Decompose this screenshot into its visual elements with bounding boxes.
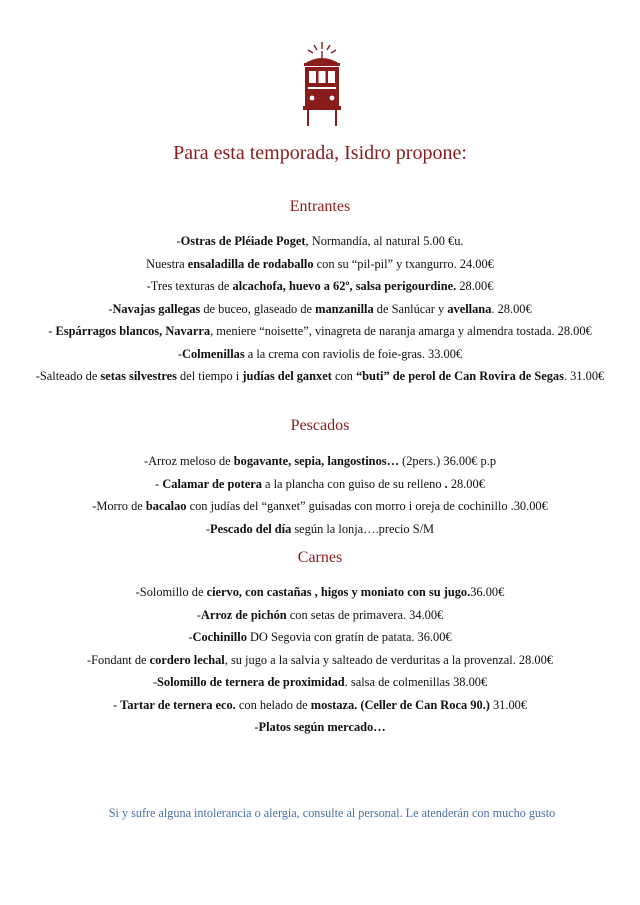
dish-highlight: . (444, 476, 448, 491)
dish-highlight: Ostras de Pléiade Poget (180, 234, 306, 248)
dish-highlight: ensaladilla de rodaballo (187, 256, 314, 271)
dish-text: - (48, 324, 56, 338)
menu-item (0, 607, 640, 623)
dish-text: 28.00€ (456, 279, 494, 293)
dish-text: de Sanlúcar y (373, 301, 448, 316)
dish-text: (2pers.) 36.00€ p.p (399, 454, 497, 468)
dish-highlight: Tartar de ternera eco. (120, 697, 236, 712)
dish-highlight: Platos según mercado… (258, 720, 386, 734)
dish-text: con helado de (235, 697, 311, 712)
dish-text: a la crema con raviolis de foie-gras. 33.00€ (244, 346, 463, 361)
dish-text: -Morro de (92, 499, 146, 513)
menu-item (0, 278, 640, 294)
dish-text: 31.00€ (489, 697, 528, 712)
dish-highlight: Colmenillas (182, 346, 245, 361)
dish-highlight: alcachofa, huevo a 62º, salsa perigourdine. (232, 279, 457, 293)
dish-text: - (176, 234, 181, 248)
dish-text: 36.00€ (470, 585, 505, 599)
dish-highlight: Cochinillo (192, 630, 247, 644)
menu-item (0, 697, 640, 713)
dish-highlight: bacalao (145, 499, 187, 513)
page-title: Para esta temporada, Isidro propone: (173, 142, 467, 164)
dish-text: según la lonja….precio S/M (291, 521, 435, 536)
dish-highlight: “buti” de perol de Can Rovira de Segas (355, 369, 564, 383)
dish-text: con setas de primavera. 34.00€ (286, 607, 444, 622)
dish-text: -Salteado de (35, 369, 101, 383)
section-heading-pescados: Pescados (290, 417, 350, 434)
dish-highlight: mostaza. (310, 697, 358, 712)
dish-text: del tiempo i (176, 369, 243, 383)
menu-item (0, 368, 640, 384)
dish-text: , Normandía, al natural 5.00 €u. (305, 234, 464, 248)
menu-item (0, 301, 640, 317)
dish-text: de buceo, glaseado de (200, 301, 316, 316)
dish-highlight: manzanilla (315, 301, 374, 316)
dish-highlight: Navajas gallegas (112, 301, 201, 316)
dish-text: . salsa de colmenillas 38.00€ (344, 675, 488, 689)
dish-text: , meniere “noisette”, vinagreta de naranja amarga y almendra tostada. 28.00€ (210, 324, 592, 338)
dish-text: . 31.00€ (563, 369, 605, 383)
section-heading-entrantes: Entrantes (289, 198, 351, 215)
menu-item (0, 323, 640, 339)
menu-item (0, 719, 640, 735)
dish-highlight: bogavante, sepia, langostinos… (233, 454, 399, 468)
menu-item (0, 498, 640, 514)
dish-text: - (152, 675, 157, 689)
section-heading-carnes: Carnes (297, 549, 343, 566)
menu-item (0, 584, 640, 600)
dish-text: con judías del “ganxet” guisadas con morro i oreja de cochinillo .30.00€ (186, 499, 548, 513)
dish-highlight: (Celler de Can Roca 90.) (360, 697, 490, 712)
tram-icon (298, 40, 346, 130)
menu-item (0, 629, 640, 645)
dish-text: DO Segovia con gratín de patata. 36.00€ (246, 630, 452, 644)
dish-highlight: Calamar de potera (162, 476, 262, 491)
dish-text: -Solomillo de (135, 585, 207, 599)
dish-text: - (177, 346, 183, 361)
dish-text: , su jugo a la salvia y salteado de verduritas a la provenzal. 28.00€ (224, 652, 553, 667)
menu-item (0, 652, 640, 668)
menu-item (0, 256, 640, 272)
dish-highlight: setas silvestres (100, 369, 177, 383)
menu-item (0, 346, 640, 362)
dish-text: Nuestra (146, 256, 188, 271)
dish-text: 28.00€ (447, 476, 485, 491)
menu-item (0, 233, 640, 249)
dish-highlight: Pescado del día (210, 521, 292, 536)
dish-text: - (108, 301, 113, 316)
dish-text: - (254, 720, 259, 734)
dish-text: -Fondant de (86, 652, 150, 667)
dish-text: - (196, 607, 201, 622)
dish-text: - (188, 630, 193, 644)
dish-text: -Arroz meloso de (143, 454, 234, 468)
dish-highlight: ciervo, con castañas , higos y moniato con su jugo. (206, 585, 471, 599)
dish-text: - (205, 521, 211, 536)
menu-item (0, 521, 640, 537)
dish-highlight: cordero lechal (149, 652, 225, 667)
dish-highlight: Arroz de pichón (200, 607, 287, 622)
dish-text: a la plancha con guiso de su relleno (261, 476, 445, 491)
dish-text: - (155, 476, 163, 491)
dish-text: con su “pil-pil” y txangurro. 24.00€ (313, 256, 494, 271)
dish-highlight: judías del ganxet (242, 369, 332, 383)
allergy-notice: Si y sufre alguna intolerancia o alergia, consulte al personal. Le atenderán con mucho gusto (108, 806, 556, 820)
dish-text: - (112, 697, 121, 712)
dish-highlight: avellana (447, 301, 492, 316)
dish-text: con (331, 369, 356, 383)
menu-item (0, 453, 640, 469)
dish-highlight: Espárragos blancos, Navarra (55, 324, 211, 338)
dish-highlight: Solomillo de ternera de proximidad (156, 675, 345, 689)
menu-item (0, 476, 640, 492)
dish-text: . 28.00€ (491, 301, 532, 316)
dish-text: -Tres texturas de (146, 279, 233, 293)
menu-item (0, 674, 640, 690)
